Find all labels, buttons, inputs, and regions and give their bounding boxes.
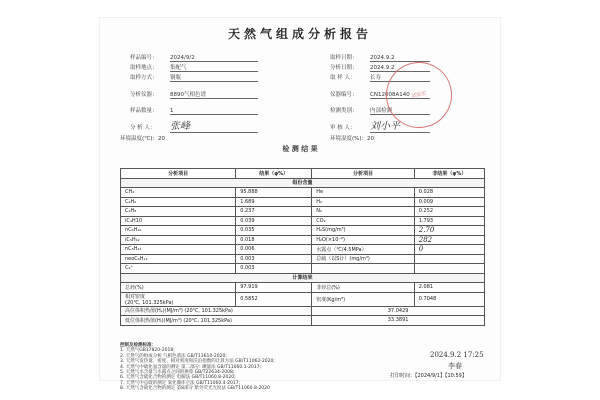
calc-row: 相对密度 (20℃, 101.325kPa) 0.5852 密度(Kg/m³) 0.7048 <box>121 292 485 306</box>
header-result-2: 非结果（φ%） <box>414 169 484 179</box>
standards-notes <box>120 343 480 392</box>
hhv-row: 高位体积热值(Hₛ)(MJ/m³) (20℃, 101.325kPa) 37.0429 <box>121 306 485 316</box>
table-row: C₃H₈ 0.237 N₂ 0.252 <box>121 207 485 217</box>
header-result-1: 结果（φ%） <box>236 169 312 179</box>
right-info-1: 分析日期： 2024.9.2 <box>330 63 430 72</box>
report-title: 天然气组成分析报告 <box>227 27 372 41</box>
table-row: C₂H₆ 1.689 H₂ 0.009 <box>121 197 485 207</box>
table-row: iC₅H₁₂ 0.018 H₂O(×10⁻⁶) 282 <box>121 235 485 245</box>
calc-row: 总烃(%) 97.919 非烃总(%) 2.081 <box>121 283 485 293</box>
note-line: 6. 天然气含硫化合物的测定 电解法 GB/T11060.8-2020; <box>120 375 236 381</box>
notes-title: 控制及检测标准： <box>120 343 156 348</box>
env-temp: 环境温度(℃)：20 <box>120 136 165 142</box>
table-row: neoC₆H₁₂ 0.003 总硫（以S计）(mg/m³) <box>121 254 485 264</box>
right-info-4: 检测类别： 内部检测 <box>330 106 430 115</box>
right-info-5: 审 核 人： 刘小平 <box>330 117 430 133</box>
left-info-4: 样品数量： 1 <box>130 106 258 115</box>
left-info-5: 分 析 人： 张峰 <box>130 117 258 133</box>
table-row: iC₄H10 0.039 CO₂ 1.793 <box>121 216 485 226</box>
note-line: 4. 天然气中硫化氢含量的测定 第二部分: 碘量法 GB/T11060.1-2017; <box>120 364 262 370</box>
result-title: 检 测 结 果 <box>282 145 318 153</box>
right-info-0: 取样日期： 2024.9.2 <box>330 53 430 62</box>
calc-section: 计算结果 <box>121 273 485 283</box>
header-item-2: 分析项目 <box>312 169 415 179</box>
right-info-2: 取 样 人： 长寿 <box>330 73 430 82</box>
results-table <box>120 168 485 326</box>
left-info-1: 取样地点： 集配气 <box>130 63 258 72</box>
results-header-row <box>121 169 485 179</box>
note-line: 5. 天然气水含量与水露点之间的换算 GB/T22634-2008; <box>120 370 235 376</box>
right-info-3: 仪器编号： CN12008A140 <box>330 90 430 99</box>
table-row: nC₄H₁₀ 0.035 H₂S(mg/m³) 2.70 <box>121 226 485 236</box>
table-row: nC₅H₁₂ 0.006 水露点（℃/4.5MPa） 0 <box>121 245 485 255</box>
table-row: CH₄ 95.888 He 0.028 <box>121 188 485 198</box>
left-info-2: 取样方式： 钢瓶 <box>130 73 258 82</box>
composition-section: 组份含量 <box>121 178 485 188</box>
note-line: 1. 天然气GB17820-2018; <box>120 348 175 354</box>
note-line: 8. 天然气含硫化合物的测定 第8部分 紫外荧光光度法 GB/T11060.8-2020 <box>120 386 270 392</box>
note-line: 3. 天然气发热量、密度、相对密度和沃泊指数的计算方法 GB/T11062-2020; <box>120 359 275 365</box>
print-time: 打印时间：【2024/9/1】【10:59】 <box>390 373 467 379</box>
report-sheet <box>100 18 500 392</box>
left-info-3: 分析仪器： 8890气相色谱 <box>130 90 258 99</box>
left-info-0: 样品编号： 2024/9/2 <box>130 53 258 62</box>
note-line: 2. 天然气的组成分析 气相色谱法 GB/T13610-2020; <box>120 353 227 359</box>
lab-stamp: 试验室 <box>380 56 458 134</box>
note-line: 7. 天然气中总硫的测定 氧化微库仑法 GB/T11060.4-2017; <box>120 380 241 386</box>
handwritten-date: 2024.9.2 17:25 <box>430 351 484 359</box>
table-row: C₆⁺ 0.003 <box>121 264 485 274</box>
handwritten-signature: 李春 <box>448 362 462 370</box>
lhv-row: 低位体积热值(Hᵢ)(MJ/m³) (20℃, 101.325kPa) 33.3891 <box>121 316 485 326</box>
env-humid: 环境湿度(%)：20 <box>330 136 375 142</box>
header-item-1: 分析项目 <box>121 169 236 179</box>
